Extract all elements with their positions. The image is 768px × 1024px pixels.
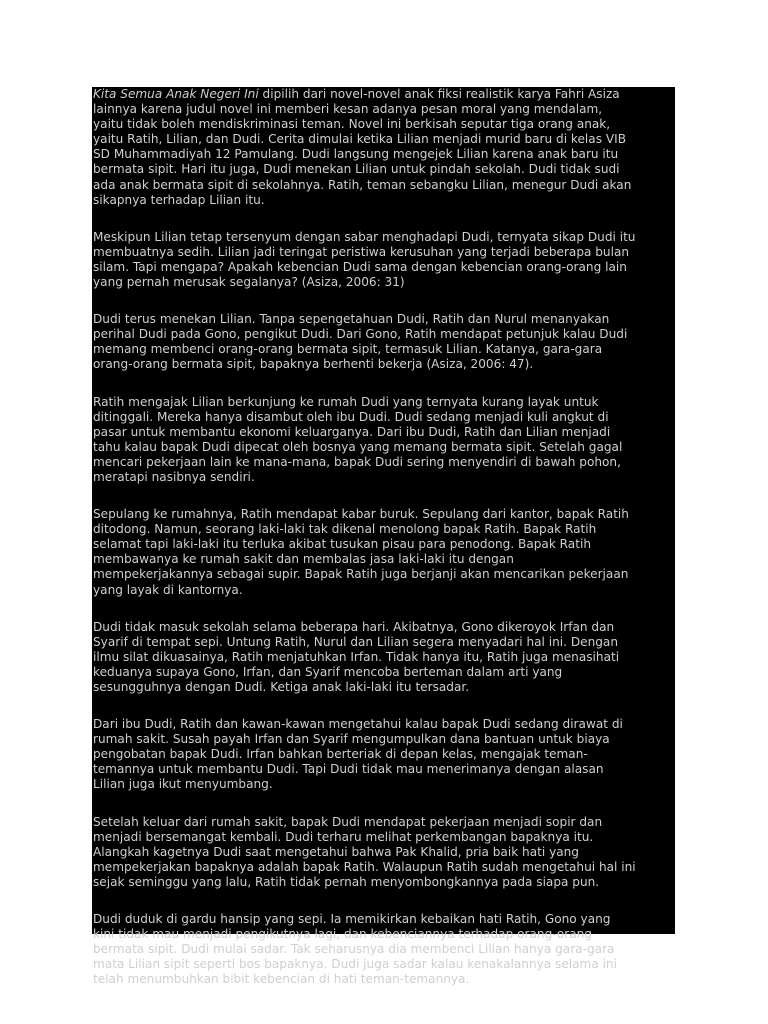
paragraph-8: Setelah keluar dari rumah sakit, bapak Dudi mendapat pekerjaan menjadi sopir dan menjadi bersemangat kembali. Dudi terharu melihat perkembangan bapaknya itu. Alangkah kagetnya Dudi saat mengetahui bahwa Pak Khalid, pria baik hati yang mempekerjakan bapaknya adalah bapak Ratih. Walaupun Ratih sudah mengetahui hal ini sejak seminggu yang lalu, Ratih tidak pernah menyombongkannya pada siapa pun. — [93, 814, 636, 889]
paragraph-7: Dari ibu Dudi, Ratih dan kawan-kawan mengetahui kalau bapak Dudi sedang dirawat di rumah sakit. Susah payah Irfan dan Syarif mengumpulkan dana bantuan untuk biaya pengobatan bapak Dudi. Irfan bahkan berteriak di depan kelas, mengajak teman- temannya untuk membantu Dudi. Tapi Dudi tidak mau menerimanya dengan alasan Lilian juga ikut menyumbang. — [93, 717, 623, 792]
paragraph-9: Dudi duduk di gardu hansip yang sepi. Ia memikirkan kebaikan hati Ratih, Gono yang kini tidak mau menjadi pengikutnya lagi, dan kebenciannya terhadap orang-orang bermata sipit. Dudi mulai sadar. Tak seharusnya dia membenci Lilian hanya gara-gara mata Lilian sipit seperti bos bapaknya. Dudi juga sadar kalau kenakalannya selama ini telah menumbuhkan bibit kebencian di hati teman-temannya. — [93, 912, 617, 987]
paragraph-2: Meskipun Lilian tetap tersenyum dengan sabar menghadapi Dudi, ternyata sikap Dudi itu membuatnya sedih. Lilian jadi teringat peristiwa kerusuhan yang terjadi beberapa bulan silam. Tapi mengapa? Apakah kebencian Dudi sama dengan kebencian orang-orang lain yang pernah merusak segalanya? (Asiza, 2006: 31) — [93, 229, 636, 290]
paragraph-3: Dudi terus menekan Lilian. Tanpa sepengetahuan Dudi, Ratih dan Nurul menanyakan perihal Dudi pada Gono, pengikut Dudi. Dari Gono, Ratih mendapat petunjuk kalau Dudi memang membenci orang-orang bermata sipit, termasuk Lilian. Katanya, gara-gara orang-orang bermata sipit, bapaknya berhenti bekerja (Asiza, 2006: 47). — [93, 312, 628, 372]
novel-title: Kita Semua Anak Negeri Ini — [93, 87, 259, 101]
paragraph-5: Sepulang ke rumahnya, Ratih mendapat kabar buruk. Sepulang dari kantor, bapak Ratih ditodong. Namun, seorang laki-laki tak dikenal menolong bapak Ratih. Bapak Ratih selamat tapi laki-laki itu terluka akibat tusukan pisau para penodong. Bapak Ratih membawanya ke rumah sakit dan membalas jasa laki-laki itu dengan mempekerjakannya sebagai supir. Bapak Ratih juga berjanji akan mencarikan pekerjaan yang layak di kantornya. — [93, 507, 629, 597]
paragraph-1 — [93, 87, 674, 208]
document-page — [92, 87, 675, 987]
paragraph-4: Ratih mengajak Lilian berkunjung ke rumah Dudi yang ternyata kurang layak untuk ditinggali. Mereka hanya disambut oleh ibu Dudi. Dudi sedang menjadi kuli angkut di pasar untuk membantu ekonomi keluarganya. Dari ibu Dudi, Ratih dan Lilian menjadi tahu kalau bapak Dudi dipecat oleh bosnya yang memang bermata sipit. Setelah gagal mencari pekerjaan lain ke mana-mana, bapak Dudi sering menyendiri di bawah pohon, meratapi nasibnya sendiri. — [93, 394, 623, 484]
paragraph-1-text: dipilih dari novel-novel anak fiksi realistik karya Fahri Asiza lainnya karena judul novel ini memberi kesan adanya pesan moral yang mendalam, yaitu tidak boleh mendiskriminasi teman. Novel ini berkisah seputar tiga orang anak, yaitu Ratih, Lilian, dan Dudi. Cerita dimulai ketika Lilian menjadi murid baru di kelas VIB SD Muhammadiyah 12 Pamulang. Dudi langsung mengejek Lilian karena anak baru itu bermata sipit. Hari itu juga, Dudi menekan Lilian untuk pindah sekolah. Dudi tidak sudi ada anak bermata sipit di sekolahnya. Ratih, teman sebangku Lilian, menegur Dudi akan sikapnya terhadap Lilian itu. — [93, 87, 632, 207]
paragraph-6: Dudi tidak masuk sekolah selama beberapa hari. Akibatnya, Gono dikeroyok Irfan dan Syarif di tempat sepi. Untung Ratih, Nurul dan Lilian segera menyadari hal ini. Dengan ilmu silat dikuasainya, Ratih menjatuhkan Irfan. Tidak hanya itu, Ratih juga menasihati keduanya supaya Gono, Irfan, dan Syarif mencoba berteman dalam arti yang sesungguhnya dengan Dudi. Ketiga anak laki-laki itu tersadar. — [93, 619, 620, 694]
